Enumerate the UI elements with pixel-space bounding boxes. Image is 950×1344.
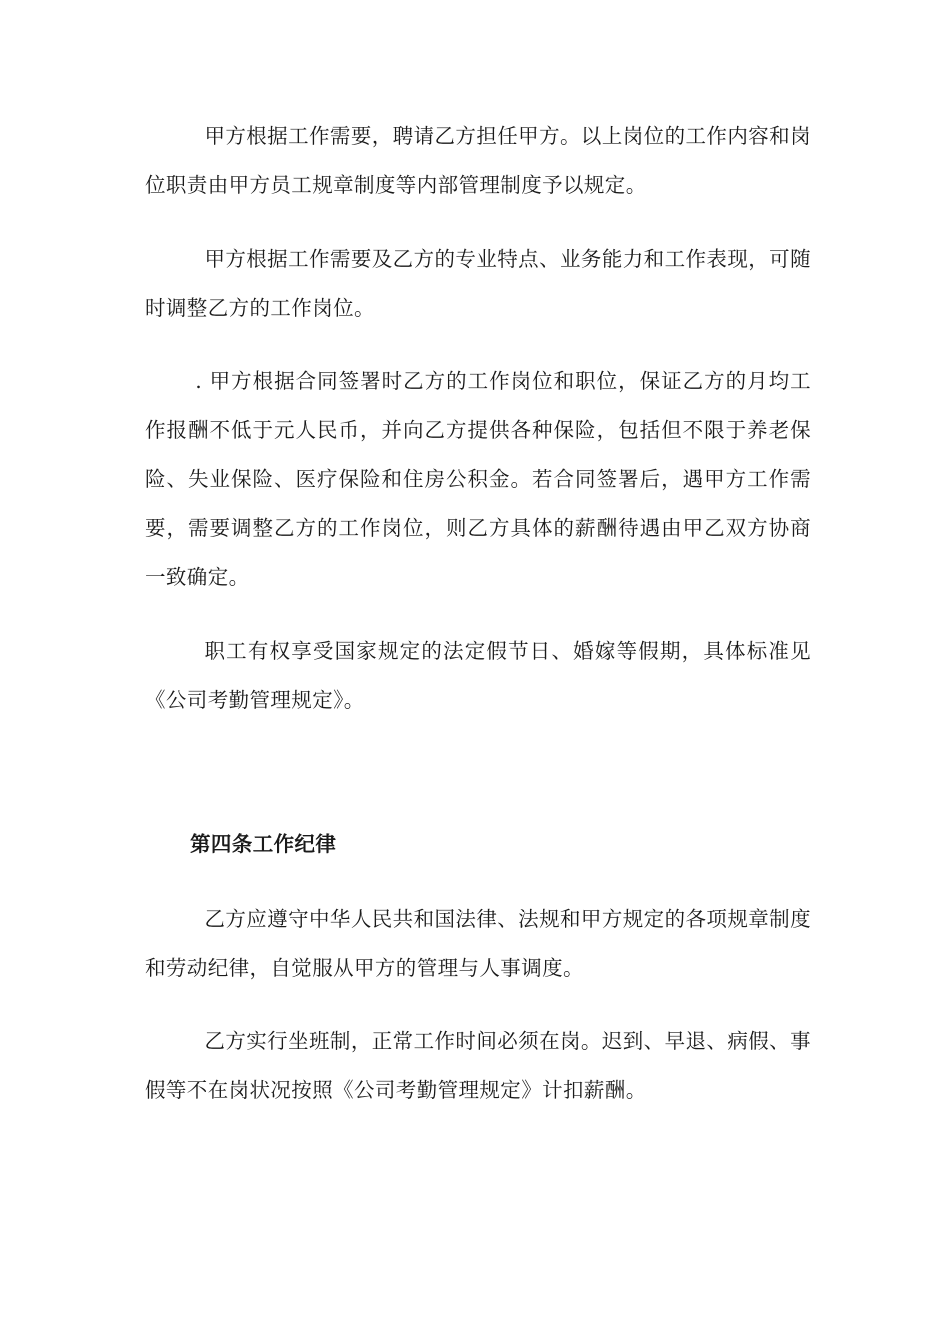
paragraph-position-adjustment: 甲方根据工作需要及乙方的专业特点、业务能力和工作表现，可随时调整乙方的工作岗位。	[145, 247, 811, 320]
section-heading-work-discipline: 第四条工作纪律	[190, 832, 337, 856]
paragraph-holidays: 职工有权享受国家规定的法定假节日、婚嫁等假期，具体标准见《公司考勤管理规定》。	[145, 639, 811, 712]
paragraph-rules-compliance: 乙方应遵守中华人民共和国法律、法规和甲方规定的各项规章制度和劳动纪律，自觉服从甲方的管理与人事调度。	[145, 907, 811, 980]
paragraph-attendance: 乙方实行坐班制，正常工作时间必须在岗。迟到、早退、病假、事假等不在岗状况按照《公司考勤管理规定》计扣薪酬。	[145, 1029, 811, 1102]
paragraph-job-duties: 甲方根据工作需要，聘请乙方担任甲方。以上岗位的工作内容和岗位职责由甲方员工规章制度等内部管理制度予以规定。	[145, 124, 811, 197]
paragraph-salary-insurance: . 甲方根据合同签署时乙方的工作岗位和职位，保证乙方的月均工作报酬不低于元人民币，并向乙方提供各种保险，包括但不限于养老保险、失业保险、医疗保险和住房公积金。若合同签署后，遇甲方工作需要，需要调整乙方的工作岗位，则乙方具体的薪酬待遇由甲乙双方协商一致确定。	[145, 369, 811, 589]
